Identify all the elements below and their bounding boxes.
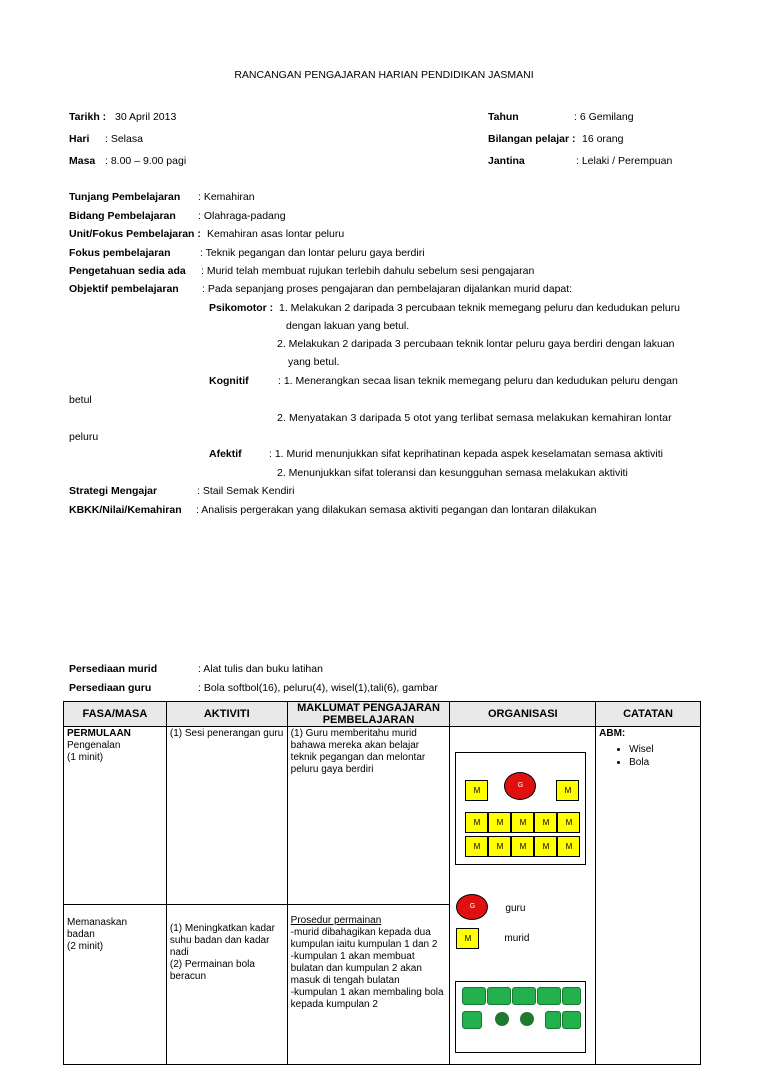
masa-label: Masa (69, 155, 96, 167)
murid-marker: M (534, 836, 557, 857)
bilangan-value: 16 orang (582, 133, 624, 145)
afektif-2: 2. Menunjukkan sifat toleransi dan kesungguhan semasa melakukan aktiviti (277, 467, 628, 479)
tahun-label: Tahun (488, 111, 519, 123)
strategi-value: : Stail Semak Kendiri (197, 485, 295, 497)
header-organisasi: ORGANISASI (450, 702, 596, 727)
player-marker (462, 987, 486, 1005)
murid-marker: M (556, 780, 579, 801)
murid-marker: M (465, 836, 488, 857)
aktiviti-text: (1) Sesi penerangan guru (169, 728, 284, 739)
player-marker (487, 987, 511, 1005)
psikomotor-2a: 2. Melakukan 2 daripada 3 percubaan teknik lontar peluru gaya berdiri dengan lakuan (277, 338, 675, 350)
legend-guru-label: guru (505, 903, 526, 914)
abm-list (599, 743, 697, 769)
table-header-row (64, 702, 701, 727)
list-item: • Bola (629, 756, 697, 769)
persediaan-murid-label: Persediaan murid (69, 663, 158, 675)
murid-marker: M (488, 836, 511, 857)
murid-marker: M (465, 780, 488, 801)
murid-marker: M (534, 812, 557, 833)
page-title: RANCANGAN PENGAJARAN HARIAN PENDIDIKAN JASMANI (234, 69, 534, 81)
psikomotor-label: Psikomotor : (209, 302, 274, 314)
tarikh-value: 30 April 2013 (115, 111, 177, 123)
psikomotor-2b: yang betul. (288, 356, 340, 368)
murid-marker: M (511, 836, 534, 857)
prosedur-2: -kumpulan 1 akan membuat bulatan dan kumpulan 2 akan masuk di tengah bulatan (290, 951, 422, 986)
objektif-label: Objektif pembelajaran (69, 283, 179, 295)
murid-legend-marker: M (456, 928, 479, 949)
strategi-label: Strategi Mengajar (69, 485, 158, 497)
aktiviti-cell (166, 727, 287, 905)
jantina-value: : Lelaki / Perempuan (576, 155, 673, 167)
bidang-label: Bidang Pembelajaran (69, 210, 176, 222)
kbkk-value: : Analisis pergerakan yang dilakukan semasa aktiviti pegangan dan lontaran dilakukan (196, 504, 597, 516)
maklumat-cell (287, 727, 450, 905)
maklumat-cell (287, 905, 450, 1065)
murid-marker: M (465, 812, 488, 833)
fasa-masa: (1 minit) (67, 752, 104, 763)
kognitif-2b: peluru (69, 431, 99, 443)
unit-label: Unit/Fokus Pembelajaran : (69, 228, 201, 240)
organisasi-cell (450, 727, 596, 1065)
murid-marker: M (511, 812, 534, 833)
psikomotor-1b: dengan lakuan yang betul. (286, 320, 410, 332)
kognitif-label: Kognitif (209, 375, 249, 387)
persediaan-guru-label: Persediaan guru (69, 682, 152, 694)
list-item: • Wisel (629, 743, 697, 756)
header-aktiviti: AKTIVITI (166, 702, 287, 727)
tahun-value: : 6 Gemilang (574, 111, 634, 123)
prosedur-title: Prosedur permainan (290, 915, 382, 926)
legend-murid-label: murid (504, 933, 530, 944)
unit-value: Kemahiran asas lontar peluru (207, 228, 345, 240)
tarikh-label: Tarikh : (69, 111, 107, 123)
bilangan-label: Bilangan pelajar : (488, 133, 576, 145)
bidang-value: : Olahraga-padang (198, 210, 286, 222)
header-catatan: CATATAN (596, 702, 701, 727)
player-marker (462, 1011, 482, 1029)
lesson-table (63, 701, 701, 1065)
afektif-1: : 1. Murid menunjukkan sifat keprihatinan kepada aspek keselamatan semasa aktiviti (269, 448, 663, 460)
fasa-masa: (2 minit) (67, 941, 104, 952)
hari-label: Hari (69, 133, 90, 145)
murid-marker: M (488, 812, 511, 833)
guru-marker: G (504, 772, 536, 800)
fokus-value: : Teknik pegangan dan lontar peluru gaya berdiri (200, 247, 425, 259)
maklumat-text: (1) Guru memberitahu murid bahawa mereka akan belajar teknik pegangan dan melontar peluru gaya berdiri (290, 728, 426, 775)
persediaan-murid-value: : Alat tulis dan buku latihan (198, 663, 323, 675)
guru-legend-marker: G (456, 894, 488, 920)
prosedur-3: -kumpulan 1 akan membaling bola kepada kumpulan 2 (290, 987, 444, 1010)
murid-marker: M (557, 812, 580, 833)
pengetahuan-value: : Murid telah membuat rujukan terlebih dahulu sebelum sesi pengajaran (201, 265, 535, 277)
player-marker (562, 987, 581, 1005)
header-maklumat: MAKLUMAT PENGAJARAN PEMBELAJARAN (287, 702, 450, 727)
jantina-label: Jantina (488, 155, 525, 167)
hari-value: : Selasa (105, 133, 143, 145)
fasa-cell (64, 905, 167, 1065)
objektif-value: : Pada sepanjang proses pengajaran dan pembelajaran dijalankan murid dapat: (202, 283, 573, 295)
fasa-pengenalan: Pengenalan (67, 740, 121, 751)
catatan-cell (596, 727, 701, 1065)
prosedur-1: -murid dibahagikan kepada dua kumpulan iaitu kumpulan 1 dan 2 (290, 927, 438, 950)
tunjang-value: : Kemahiran (198, 191, 255, 203)
psikomotor-1a: 1. Melakukan 2 daripada 3 percubaan teknik memegang peluru dan kedudukan peluru (279, 302, 681, 314)
pengetahuan-label: Pengetahuan sedia ada (69, 265, 186, 277)
kognitif-1a: : 1. Menerangkan secaa lisan teknik memegang peluru dan kedudukan peluru dengan (278, 375, 678, 387)
organisasi-diagram (450, 727, 595, 1043)
aktiviti-1: (1) Meningkatkan kadar suhu badan dan kadar nadi (169, 923, 275, 958)
kbkk-label: KBKK/Nilai/Kemahiran (69, 504, 182, 516)
player-marker (545, 1011, 561, 1029)
table-row (64, 727, 701, 905)
kognitif-2a: 2. Menyatakan 3 daripada 5 otot yang terlibat semasa melakukan kemahiran lontar (277, 412, 672, 424)
aktiviti-cell (166, 905, 287, 1065)
fasa-memanaskan: Memanaskan (67, 917, 128, 928)
fasa-permulaan: PERMULAAN (67, 728, 131, 739)
catatan-abm-label: ABM: (599, 728, 626, 739)
afektif-label: Afektif (209, 448, 242, 460)
fasa-badan: badan (67, 929, 95, 940)
player-marker (537, 987, 561, 1005)
fokus-label: Fokus pembelajaran (69, 247, 171, 259)
tunjang-label: Tunjang Pembelajaran (69, 191, 181, 203)
masa-value: : 8.00 – 9.00 pagi (105, 155, 187, 167)
player-marker (562, 1011, 581, 1029)
aktiviti-2: (2) Permainan bola beracun (169, 959, 255, 982)
persediaan-guru-value: : Bola softbol(16), peluru(4), wisel(1),tali(6), gambar (198, 682, 438, 694)
header-fasa: FASA/MASA (64, 702, 167, 727)
player-marker (512, 987, 536, 1005)
fasa-cell (64, 727, 167, 905)
kognitif-1b: betul (69, 394, 92, 406)
murid-marker: M (557, 836, 580, 857)
